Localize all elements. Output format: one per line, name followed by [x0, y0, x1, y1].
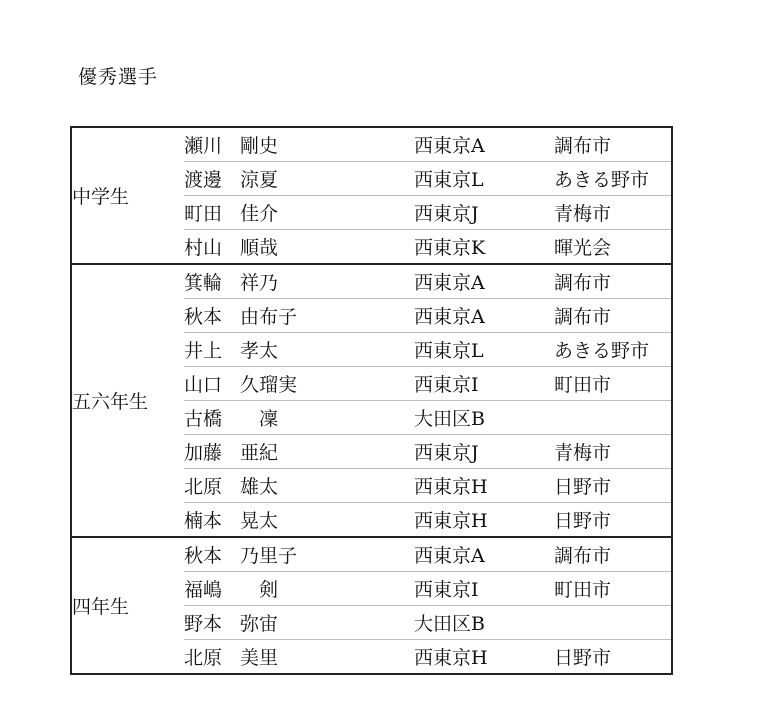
- city-cell: 町田市: [554, 572, 672, 606]
- category-cell: 中学生: [71, 127, 184, 264]
- player-given-name: 凜: [240, 408, 279, 430]
- player-given-name: 美里: [240, 647, 279, 669]
- player-surname: 秋本: [184, 545, 223, 567]
- player-name-cell: [184, 230, 414, 265]
- player-given-name: 剛史: [240, 135, 279, 157]
- award-table: [70, 126, 673, 675]
- player-surname: 井上: [184, 340, 223, 362]
- team-cell: 西東京I: [414, 572, 554, 606]
- city-cell: 調布市: [554, 127, 672, 162]
- city-cell: 青梅市: [554, 196, 672, 230]
- page-title: 優秀選手: [78, 66, 159, 88]
- player-name-cell: [184, 572, 414, 606]
- table-row: [71, 537, 672, 572]
- player-given-name: 祥乃: [240, 272, 279, 294]
- player-name-cell: [184, 401, 414, 435]
- player-name-cell: [184, 640, 414, 675]
- table-row: [71, 127, 672, 162]
- team-cell: 西東京L: [414, 333, 554, 367]
- city-cell: 日野市: [554, 503, 672, 538]
- team-cell: 西東京I: [414, 367, 554, 401]
- city-cell: 青梅市: [554, 435, 672, 469]
- player-surname: 福嶋: [184, 579, 223, 601]
- team-cell: 西東京J: [414, 435, 554, 469]
- city-cell: [554, 401, 672, 435]
- team-cell: 西東京A: [414, 127, 554, 162]
- player-surname: 楠本: [184, 510, 223, 532]
- player-name-cell: [184, 367, 414, 401]
- player-given-name: 乃里子: [240, 545, 298, 567]
- player-given-name: 久瑠実: [240, 374, 298, 396]
- city-cell: 日野市: [554, 640, 672, 675]
- player-given-name: 弥宙: [240, 613, 279, 635]
- team-cell: 西東京A: [414, 537, 554, 572]
- player-name-cell: [184, 196, 414, 230]
- player-given-name: 雄太: [240, 476, 279, 498]
- player-surname: 山口: [184, 374, 223, 396]
- player-given-name: 佳介: [240, 203, 279, 225]
- player-surname: 村山: [184, 237, 223, 259]
- table-row: [71, 264, 672, 299]
- player-name-cell: [184, 503, 414, 538]
- player-given-name: 涼夏: [240, 169, 279, 191]
- city-cell: 町田市: [554, 367, 672, 401]
- player-surname: 北原: [184, 476, 223, 498]
- city-cell: 調布市: [554, 299, 672, 333]
- player-surname: 瀬川: [184, 135, 223, 157]
- team-cell: 西東京A: [414, 299, 554, 333]
- city-cell: 調布市: [554, 537, 672, 572]
- team-cell: 西東京H: [414, 469, 554, 503]
- team-cell: 西東京A: [414, 264, 554, 299]
- award-table-body: [71, 127, 672, 674]
- team-cell: 西東京H: [414, 640, 554, 675]
- player-name-cell: [184, 333, 414, 367]
- team-cell: 西東京H: [414, 503, 554, 538]
- player-name-cell: [184, 264, 414, 299]
- player-name-cell: [184, 299, 414, 333]
- category-cell: 五六年生: [71, 264, 184, 537]
- team-cell: 西東京K: [414, 230, 554, 265]
- team-cell: 西東京L: [414, 162, 554, 196]
- player-surname: 加藤: [184, 442, 223, 464]
- player-name-cell: [184, 537, 414, 572]
- city-cell: [554, 606, 672, 640]
- team-cell: 西東京J: [414, 196, 554, 230]
- player-name-cell: [184, 469, 414, 503]
- city-cell: 日野市: [554, 469, 672, 503]
- player-surname: 箕輪: [184, 272, 223, 294]
- team-cell: 大田区B: [414, 606, 554, 640]
- player-given-name: 順哉: [240, 237, 279, 259]
- player-given-name: 亜紀: [240, 442, 279, 464]
- player-given-name: 孝太: [240, 340, 279, 362]
- player-surname: 野本: [184, 613, 223, 635]
- player-given-name: 由布子: [240, 306, 298, 328]
- player-given-name: 剣: [240, 579, 279, 601]
- player-name-cell: [184, 435, 414, 469]
- player-surname: 秋本: [184, 306, 223, 328]
- city-cell: 調布市: [554, 264, 672, 299]
- category-cell: 四年生: [71, 537, 184, 674]
- city-cell: 暉光会: [554, 230, 672, 265]
- player-surname: 町田: [184, 203, 223, 225]
- team-cell: 大田区B: [414, 401, 554, 435]
- city-cell: あきる野市: [554, 333, 672, 367]
- player-given-name: 晃太: [240, 510, 279, 532]
- player-surname: 古橋: [184, 408, 223, 430]
- player-surname: 北原: [184, 647, 223, 669]
- player-name-cell: [184, 127, 414, 162]
- player-name-cell: [184, 162, 414, 196]
- player-name-cell: [184, 606, 414, 640]
- player-surname: 渡邊: [184, 169, 223, 191]
- city-cell: あきる野市: [554, 162, 672, 196]
